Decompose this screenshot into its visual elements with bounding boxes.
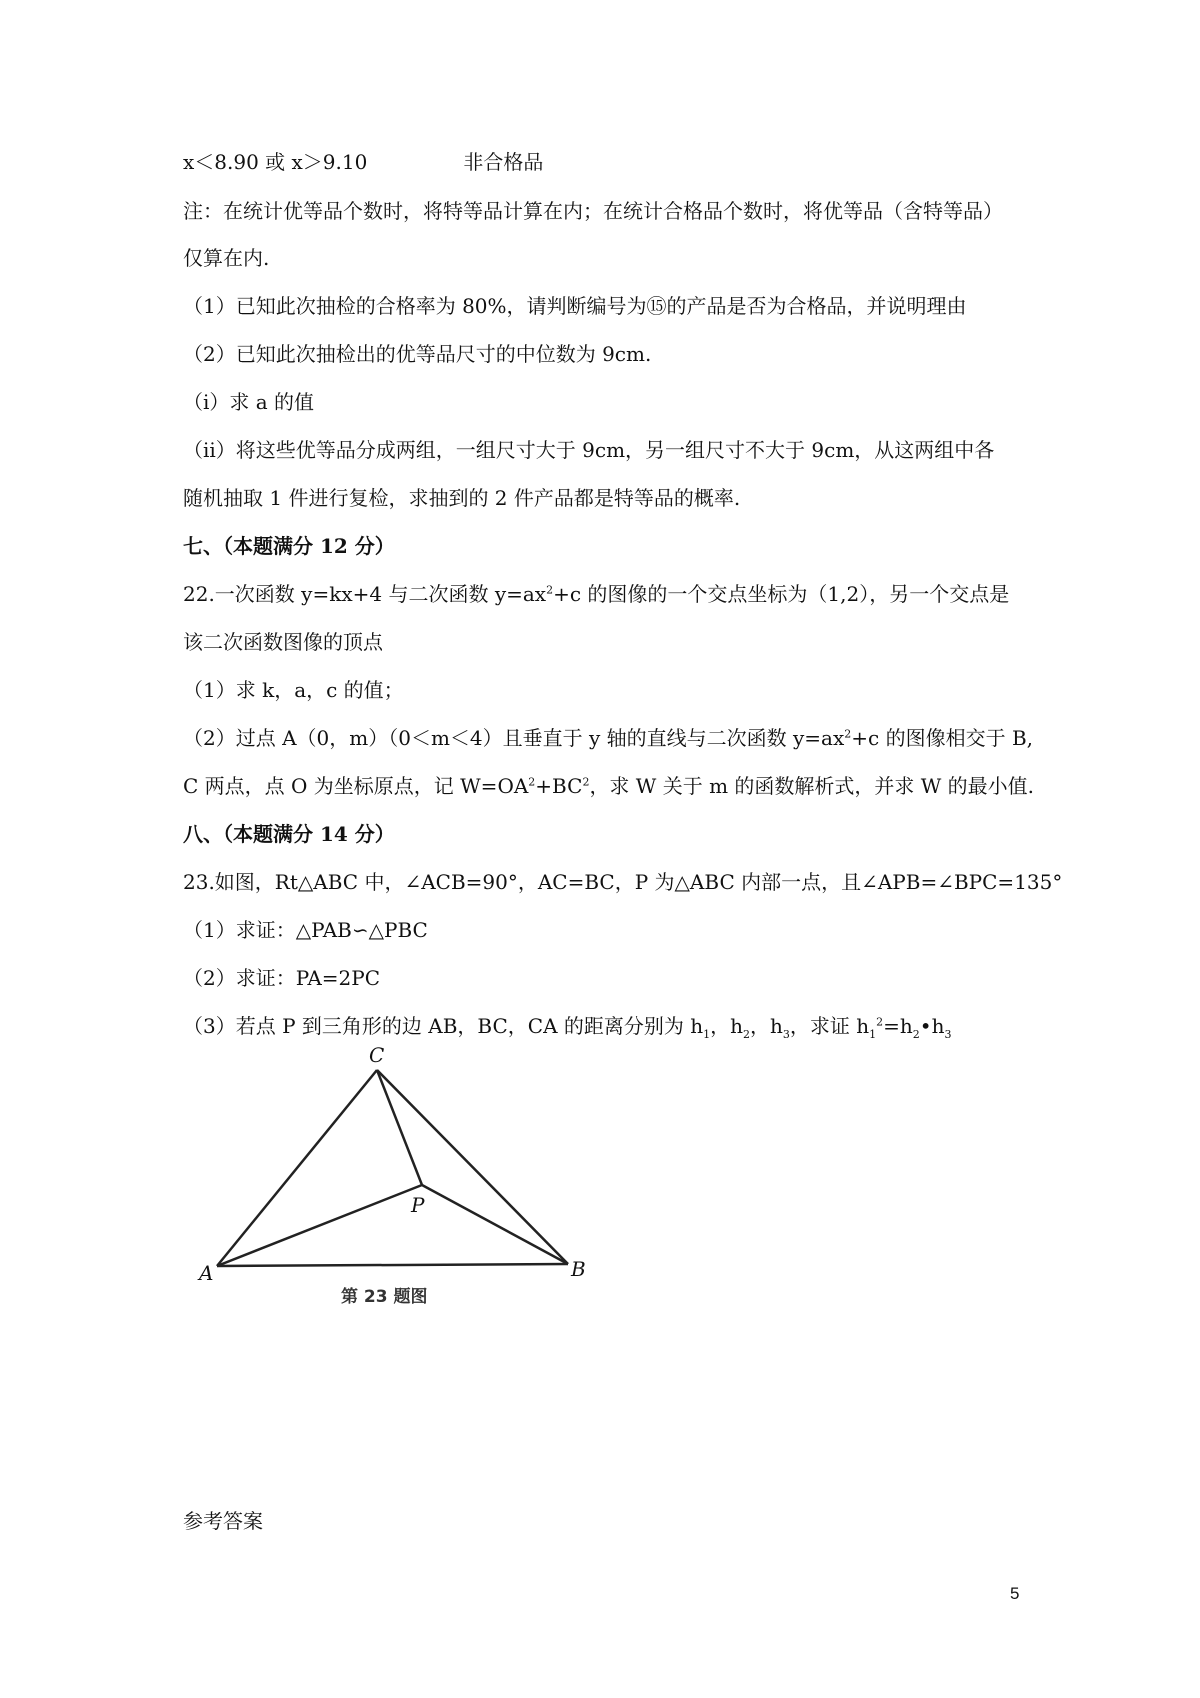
q22-text: C 两点，点 O 为坐标原点，记 W=OA	[183, 774, 529, 798]
subscript: 2	[743, 1028, 750, 1041]
q22-text: （2）过点 A（0，m）（0＜m＜4）且垂直于 y 轴的直线与二次函数 y=ax	[183, 726, 845, 750]
q22-stem-line1	[183, 580, 1009, 608]
q23-text: =h	[883, 1014, 913, 1038]
q22-part1: （1）求 k，a，c 的值；	[183, 678, 404, 702]
label-b: B	[571, 1257, 586, 1281]
q21-part1: （1）已知此次抽检的合格率为 80%，请判断编号为⑮的产品是否为合格品，并说明理由	[183, 294, 967, 318]
subscript: 3	[782, 1028, 790, 1041]
exponent: 2	[844, 727, 852, 741]
q22-text: ，求 W 关于 m 的函数解析式，并求 W 的最小值.	[589, 774, 1035, 798]
q22-part2-line1	[183, 724, 1033, 752]
q22-part2-line2	[183, 772, 1034, 800]
exponent: 2	[546, 583, 554, 597]
q23-text: ，求证 h	[789, 1014, 870, 1038]
subscript: 1	[869, 1028, 877, 1041]
q21-part2ii-line1: （ii）将这些优等品分成两组，一组尺寸大于 9cm，另一组尺寸不大于 9cm，从这两组中各	[183, 438, 995, 462]
note-line-1: 注：在统计优等品个数时，将特等品计算在内；在统计合格品个数时，将优等品（含特等品）	[183, 199, 1003, 223]
figure-caption: 第 23 题图	[341, 1287, 428, 1307]
subscript: 1	[703, 1028, 711, 1041]
q22-text: +BC	[535, 774, 583, 798]
section-8-heading: 八、（本题满分 14 分）	[183, 822, 395, 846]
note-line-2: 仅算在内.	[183, 246, 270, 270]
segment-cp	[377, 1070, 422, 1185]
q22-text: +c 的图像相交于 B,	[851, 726, 1033, 750]
label-c: C	[369, 1043, 385, 1067]
segment-pb	[422, 1185, 568, 1264]
page-number: 5	[1010, 1584, 1020, 1603]
q22-text: 22.一次函数 y=kx+4 与二次函数 y=ax	[183, 582, 547, 606]
segment-ap	[217, 1185, 422, 1266]
q23-stem: 23.如图，Rt△ABC 中，∠ACB=90°，AC=BC，P 为△ABC 内部一点，且∠APB=∠BPC=135°	[183, 870, 1063, 894]
q22-stem-line2: 该二次函数图像的顶点	[183, 630, 383, 654]
nonconforming-label: 非合格品	[463, 150, 544, 174]
q21-part2: （2）已知此次抽检出的优等品尺寸的中位数为 9cm.	[183, 342, 652, 366]
q23-part3	[183, 1012, 951, 1040]
subscript: 2	[912, 1028, 920, 1041]
exponent: 2	[876, 1015, 884, 1029]
q23-text: ，h	[710, 1014, 743, 1038]
q21-part2i: （i）求 a 的值	[183, 390, 315, 414]
side-cb	[377, 1070, 568, 1264]
label-a: A	[199, 1261, 214, 1285]
label-p: P	[411, 1193, 425, 1217]
q22-text: +c 的图像的一个交点坐标为（1,2），另一个交点是	[553, 582, 1010, 606]
q23-part1: （1）求证：△PAB∽△PBC	[183, 918, 428, 942]
q23-text: •h	[919, 1014, 945, 1038]
exponent: 2	[528, 775, 536, 789]
section-7-heading: 七、（本题满分 12 分）	[183, 534, 395, 558]
q21-part2ii-line2: 随机抽取 1 件进行复检，求抽到的 2 件产品都是特等品的概率.	[183, 486, 741, 510]
side-ab	[217, 1264, 568, 1266]
answer-heading: 参考答案	[183, 1509, 263, 1533]
exponent: 2	[582, 775, 590, 789]
q23-text: ，h	[750, 1014, 783, 1038]
subscript: 3	[944, 1028, 952, 1041]
range-text: x＜8.90 或 x＞9.10	[183, 150, 368, 174]
side-ac	[217, 1070, 377, 1266]
table-tail-row	[183, 148, 543, 176]
q23-text: （3）若点 P 到三角形的边 AB，BC，CA 的距离分别为 h	[183, 1014, 704, 1038]
triangle-figure	[185, 1040, 605, 1310]
q23-part2: （2）求证：PA=2PC	[183, 966, 381, 990]
